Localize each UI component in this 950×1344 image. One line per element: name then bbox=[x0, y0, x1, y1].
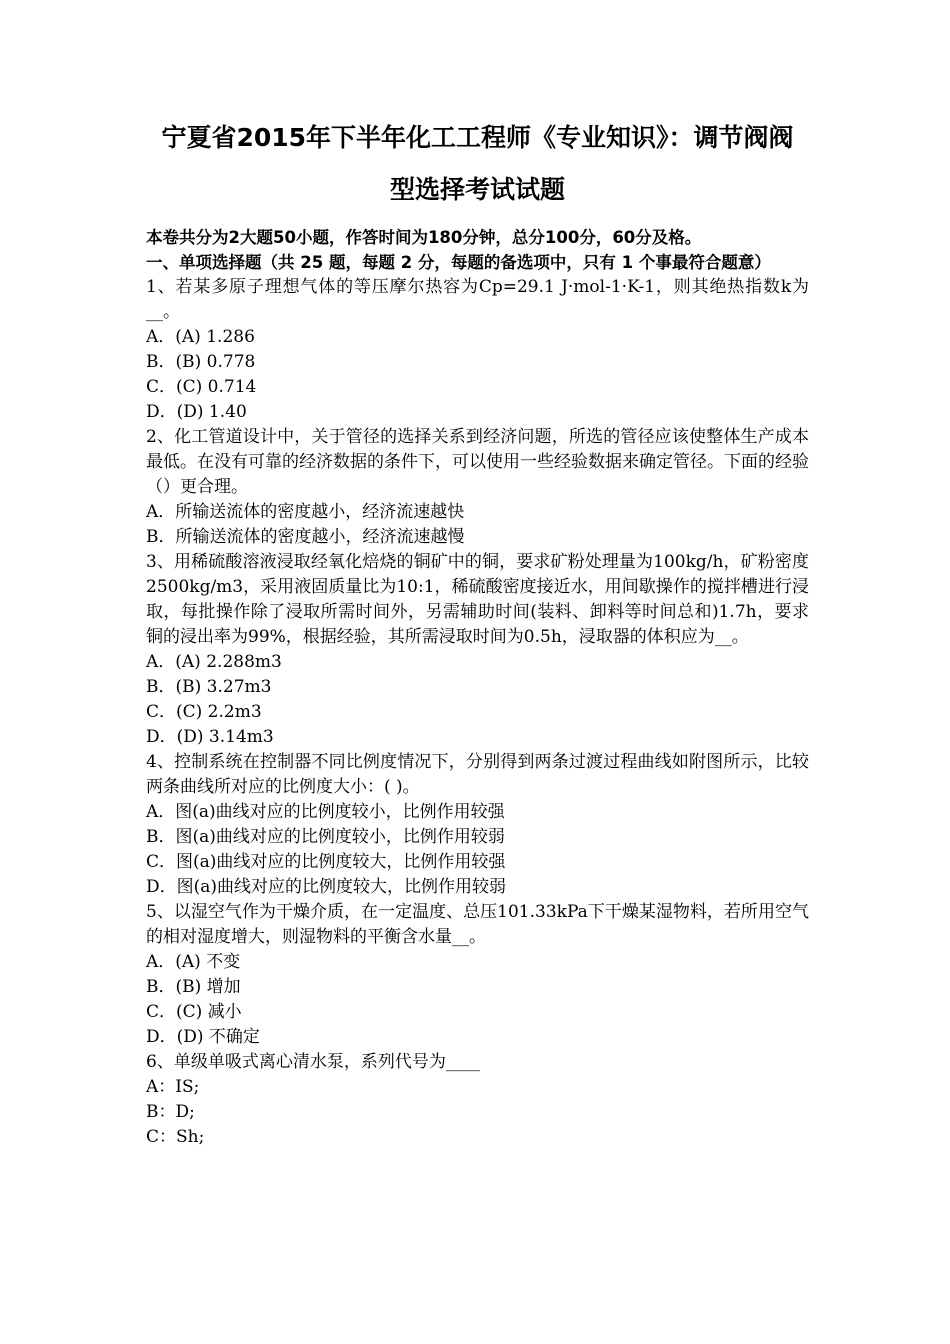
option-d: D．(D) 3.14m3 bbox=[146, 727, 274, 747]
option-b: B．图(a)曲线对应的比例度较小，比例作用较弱 bbox=[146, 827, 505, 847]
option-c: C．(C) 2.2m3 bbox=[146, 702, 262, 722]
question-1 bbox=[146, 275, 809, 425]
document-page bbox=[146, 110, 809, 1150]
question-stem: 5、以湿空气作为干燥介质，在一定温度、总压101.33kPa下干燥某湿物料，若所用空气的相对湿度增大，则湿物料的平衡含水量__。 bbox=[146, 902, 809, 947]
option-b: B．(B) 增加 bbox=[146, 977, 241, 997]
question-stem: 2、化工管道设计中，关于管径的选择关系到经济问题，所选的管径应该使整体生产成本最低。在没有可靠的经济数据的条件下，可以使用一些经验数据来确定管径。下面的经验（）更合理。 bbox=[146, 427, 809, 497]
option-a: A．(A) 1.286 bbox=[146, 327, 255, 347]
option-c: C．(C) 减小 bbox=[146, 1002, 242, 1022]
option-c: C．图(a)曲线对应的比例度较大，比例作用较强 bbox=[146, 852, 506, 872]
document-title bbox=[146, 112, 809, 216]
option-b: B．所输送流体的密度越小，经济流速越慢 bbox=[146, 527, 465, 547]
question-6 bbox=[146, 1050, 809, 1150]
option-a: A．(A) 2.288m3 bbox=[146, 652, 282, 672]
option-a: A：IS; bbox=[146, 1077, 200, 1097]
option-b: B．(B) 0.778 bbox=[146, 352, 256, 372]
question-stem: 6、单级单吸式离心清水泵，系列代号为____ bbox=[146, 1052, 480, 1072]
title-line-1: 宁夏省2015年下半年化工工程师《专业知识》：调节阀阀 bbox=[161, 123, 794, 152]
question-2 bbox=[146, 425, 809, 550]
option-d: D．(D) 不确定 bbox=[146, 1027, 260, 1047]
title-line-2: 型选择考试试题 bbox=[389, 175, 565, 204]
question-stem: 4、控制系统在控制器不同比例度情况下，分别得到两条过渡过程曲线如附图所示，比较两条曲线所对应的比例度大小：( )。 bbox=[146, 752, 809, 797]
option-c: C．(C) 0.714 bbox=[146, 377, 257, 397]
option-c: C：Sh; bbox=[146, 1127, 205, 1147]
option-a: A．(A) 不变 bbox=[146, 952, 241, 972]
option-b: B．(B) 3.27m3 bbox=[146, 677, 272, 697]
option-d: D．(D) 1.40 bbox=[146, 402, 247, 422]
section-heading: 一、单项选择题（共 25 题，每题 2 分，每题的备选项中，只有 1 个事最符合题意） bbox=[146, 253, 771, 272]
option-a: A．图(a)曲线对应的比例度较小，比例作用较强 bbox=[146, 802, 505, 822]
question-4 bbox=[146, 750, 809, 900]
exam-intro: 本卷共分为2大题50小题，作答时间为180分钟，总分100分，60分及格。 bbox=[146, 228, 702, 247]
question-stem: 1、若某多原子理想气体的等压摩尔热容为Cp=29.1 J·mol-1·K-1，则其绝热指数k为__。 bbox=[146, 277, 809, 322]
option-a: A．所输送流体的密度越小，经济流速越快 bbox=[146, 502, 465, 522]
question-5 bbox=[146, 900, 809, 1050]
question-stem: 3、用稀硫酸溶液浸取经氧化焙烧的铜矿中的铜，要求矿粉处理量为100kg/h，矿粉密度2500kg/m3，采用液固质量比为10:1，稀硫酸密度接近水，用间歇操作的搅拌槽进行浸取，每批操作除了浸取所需时间外，另需辅助时间(装料、卸料等时间总和)1.7h，要求铜的浸出率为99%，根据经验，其所需浸取时间为0.5h，浸取器的体积应为__。 bbox=[146, 552, 809, 647]
option-d: D．图(a)曲线对应的比例度较大，比例作用较弱 bbox=[146, 877, 507, 897]
option-b: B：D; bbox=[146, 1102, 195, 1122]
question-3 bbox=[146, 550, 809, 750]
